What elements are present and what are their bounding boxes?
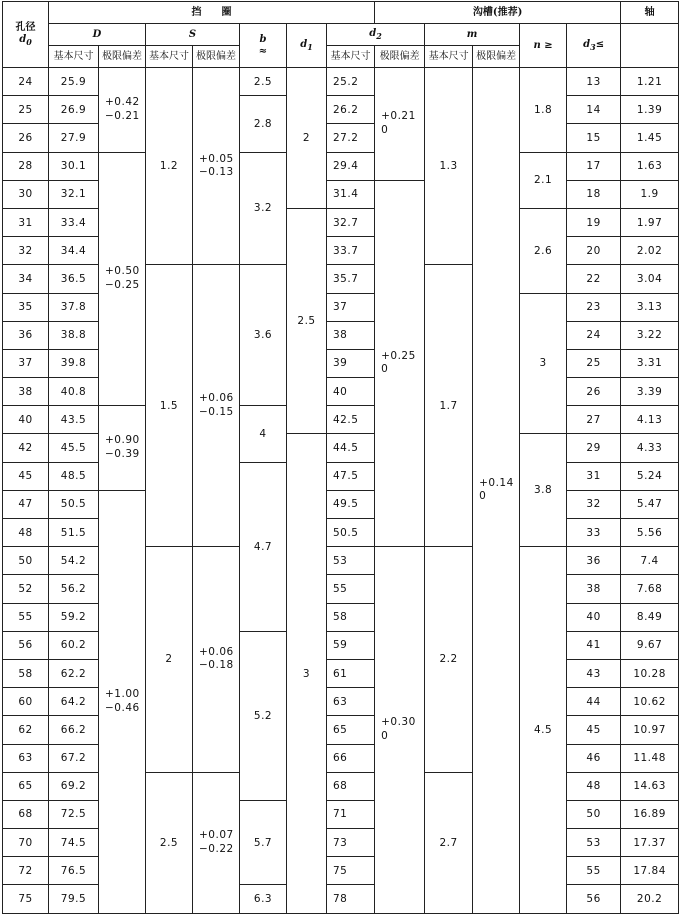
D-basic-cell: 54.2 [49,547,99,575]
bore-cell: 52 [3,575,49,603]
retaining-ring-header: 挡 圈 [49,2,375,24]
D-tolerance-cell: +0.50 −0.25 [99,152,146,406]
b-cell: 3.6 [240,265,287,406]
mass-cell: 1.21 [621,68,679,96]
table-row [3,152,679,180]
mass-cell: 3.39 [621,378,679,406]
mass-cell: 17.84 [621,857,679,885]
d1-cell: 3 [287,434,327,913]
d2-basic-cell: 26.2 [327,96,375,124]
d1-header: $d_1$ [287,24,327,68]
bore-cell: 72 [3,857,49,885]
D-basic-cell: 79.5 [49,885,99,913]
d2-basic-cell: 42.5 [327,406,375,434]
bore-header: 孔径 $d_0$ [3,2,49,68]
mass-cell: 10.28 [621,659,679,687]
d3-cell: 32 [567,490,621,518]
b-cell: 4 [240,406,287,462]
S-basic-header: 基本尺寸 [146,46,193,68]
d3-header: $d_3\le$ [567,24,621,68]
d3-cell: 19 [567,208,621,236]
bore-cell: 42 [3,434,49,462]
m-tolerance-header: 极限偏差 [473,46,520,68]
d2-tolerance-header: 极限偏差 [375,46,425,68]
mass-cell: 1.97 [621,208,679,236]
d3-cell: 20 [567,237,621,265]
d2-basic-cell: 40 [327,378,375,406]
d2-basic-cell: 50.5 [327,519,375,547]
d2-basic-cell: 71 [327,800,375,828]
d2-basic-cell: 39 [327,349,375,377]
mass-cell: 9.67 [621,631,679,659]
mass-cell: 16.89 [621,800,679,828]
groove-header: 沟槽(推荐) [375,2,621,24]
S-tolerance-cell: +0.06 −0.18 [193,547,240,773]
retaining-ring-spec-table [2,1,679,914]
d2-basic-cell: 27.2 [327,124,375,152]
bore-cell: 50 [3,547,49,575]
bore-cell: 37 [3,349,49,377]
bore-cell: 24 [3,68,49,96]
bore-cell: 40 [3,406,49,434]
d3-cell: 25 [567,349,621,377]
d3-cell: 36 [567,547,621,575]
D-header: D [49,24,146,46]
d3-cell: 40 [567,603,621,631]
mass-cell: 20.2 [621,885,679,913]
d2-basic-cell: 31.4 [327,180,375,208]
mass-cell: 5.47 [621,490,679,518]
d2-basic-cell: 63 [327,688,375,716]
bore-cell: 55 [3,603,49,631]
mass-cell: 5.56 [621,519,679,547]
D-basic-header: 基本尺寸 [49,46,99,68]
d2-basic-cell: 58 [327,603,375,631]
d3-cell: 38 [567,575,621,603]
mass-cell: 1.45 [621,124,679,152]
mass-cell: 1.9 [621,180,679,208]
S-basic-cell: 1.2 [146,68,193,265]
mass-cell: 11.48 [621,744,679,772]
D-basic-cell: 43.5 [49,406,99,434]
table-row [3,68,679,96]
mass-cell: 5.24 [621,462,679,490]
m-basic-cell: 1.7 [425,265,473,547]
D-basic-cell: 59.2 [49,603,99,631]
spec-table-body [3,68,679,914]
mass-cell: 7.4 [621,547,679,575]
D-basic-cell: 40.8 [49,378,99,406]
d3-cell: 15 [567,124,621,152]
b-cell: 2.8 [240,96,287,152]
D-basic-cell: 27.9 [49,124,99,152]
d2-basic-cell: 44.5 [327,434,375,462]
D-basic-cell: 26.9 [49,96,99,124]
n-header: n ≥ [520,24,567,68]
D-basic-cell: 25.9 [49,68,99,96]
d2-tolerance-cell: +0.25 0 [375,180,425,546]
bore-cell: 32 [3,237,49,265]
D-tolerance-cell: +0.42 −0.21 [99,68,146,153]
table-row [3,490,679,518]
d2-tolerance-cell: +0.21 0 [375,68,425,181]
m-tolerance-cell: +0.14 0 [473,68,520,914]
b-cell: 3.2 [240,152,287,265]
mass-cell: 14.63 [621,772,679,800]
d3-cell: 44 [567,688,621,716]
d2-basic-cell: 61 [327,659,375,687]
bore-cell: 28 [3,152,49,180]
bore-cell: 26 [3,124,49,152]
bore-cell: 62 [3,716,49,744]
d3-cell: 26 [567,378,621,406]
d2-basic-cell: 66 [327,744,375,772]
D-basic-cell: 51.5 [49,519,99,547]
D-basic-cell: 48.5 [49,462,99,490]
D-basic-cell: 32.1 [49,180,99,208]
bore-cell: 34 [3,265,49,293]
n-cell: 2.1 [520,152,567,208]
D-basic-cell: 34.4 [49,237,99,265]
d3-cell: 29 [567,434,621,462]
bore-cell: 35 [3,293,49,321]
D-basic-cell: 64.2 [49,688,99,716]
mass-cell: 3.13 [621,293,679,321]
d3-cell: 18 [567,180,621,208]
S-basic-cell: 2 [146,547,193,773]
n-cell: 2.6 [520,208,567,293]
S-basic-cell: 1.5 [146,265,193,547]
d3-cell: 22 [567,265,621,293]
D-basic-cell: 36.5 [49,265,99,293]
S-basic-cell: 2.5 [146,772,193,913]
d2-basic-cell: 78 [327,885,375,913]
mass-cell: 1.39 [621,96,679,124]
S-tolerance-cell: +0.05 −0.13 [193,68,240,265]
b-cell: 5.7 [240,800,287,885]
d2-basic-cell: 53 [327,547,375,575]
bore-cell: 31 [3,208,49,236]
mass-cell: 4.33 [621,434,679,462]
bore-cell: 25 [3,96,49,124]
d2-basic-cell: 29.4 [327,152,375,180]
d3-cell: 55 [567,857,621,885]
d3-cell: 31 [567,462,621,490]
d3-cell: 50 [567,800,621,828]
mass-cell: 10.62 [621,688,679,716]
mass-cell: 17.37 [621,829,679,857]
bore-cell: 48 [3,519,49,547]
bore-cell: 75 [3,885,49,913]
d2-basic-cell: 32.7 [327,208,375,236]
d3-cell: 23 [567,293,621,321]
mass-cell: 1.63 [621,152,679,180]
d3-cell: 56 [567,885,621,913]
d2-basic-cell: 68 [327,772,375,800]
bore-cell: 70 [3,829,49,857]
d3-cell: 43 [567,659,621,687]
b-cell: 2.5 [240,68,287,96]
n-cell: 4.5 [520,547,567,913]
D-basic-cell: 74.5 [49,829,99,857]
d2-basic-cell: 55 [327,575,375,603]
D-tolerance-cell: +0.90 −0.39 [99,406,146,491]
d2-basic-cell: 59 [327,631,375,659]
n-cell: 3.8 [520,434,567,547]
d2-basic-cell: 35.7 [327,265,375,293]
d2-tolerance-cell: +0.30 0 [375,547,425,913]
b-cell: 4.7 [240,462,287,631]
d3-cell: 27 [567,406,621,434]
d2-basic-cell: 73 [327,829,375,857]
D-basic-cell: 69.2 [49,772,99,800]
D-basic-cell: 50.5 [49,490,99,518]
mass-cell: 7.68 [621,575,679,603]
bore-cell: 68 [3,800,49,828]
d2-header: $d_2$ [327,24,425,46]
S-tolerance-cell: +0.07 −0.22 [193,772,240,913]
D-tolerance-header: 极限偏差 [99,46,146,68]
D-basic-cell: 45.5 [49,434,99,462]
D-basic-cell: 30.1 [49,152,99,180]
d3-cell: 45 [567,716,621,744]
D-basic-cell: 38.8 [49,321,99,349]
mass-cell: 3.22 [621,321,679,349]
d2-basic-cell: 75 [327,857,375,885]
bore-cell: 56 [3,631,49,659]
d3-cell: 53 [567,829,621,857]
b-cell: 5.2 [240,631,287,800]
d3-cell: 48 [567,772,621,800]
bore-cell: 65 [3,772,49,800]
mass-cell: 8.49 [621,603,679,631]
d2-basic-header: 基本尺寸 [327,46,375,68]
d3-cell: 33 [567,519,621,547]
D-basic-cell: 66.2 [49,716,99,744]
D-basic-cell: 37.8 [49,293,99,321]
bore-cell: 45 [3,462,49,490]
D-basic-cell: 60.2 [49,631,99,659]
d2-basic-cell: 37 [327,293,375,321]
S-tolerance-cell: +0.06 −0.15 [193,265,240,547]
d2-basic-cell: 65 [327,716,375,744]
b-header: b ≈ [240,24,287,68]
m-basic-cell: 2.7 [425,772,473,913]
b-cell: 6.3 [240,885,287,913]
d3-cell: 17 [567,152,621,180]
d1-cell: 2.5 [287,208,327,434]
bore-cell: 38 [3,378,49,406]
d3-cell: 13 [567,68,621,96]
d2-basic-cell: 49.5 [327,490,375,518]
m-basic-cell: 2.2 [425,547,473,773]
d3-cell: 24 [567,321,621,349]
D-basic-cell: 72.5 [49,800,99,828]
m-basic-header: 基本尺寸 [425,46,473,68]
d2-basic-cell: 33.7 [327,237,375,265]
shaft-header: 轴 [621,2,679,24]
bore-cell: 58 [3,659,49,687]
n-cell: 3 [520,293,567,434]
bore-cell: 36 [3,321,49,349]
bore-cell: 30 [3,180,49,208]
m-basic-cell: 1.3 [425,68,473,265]
D-basic-cell: 33.4 [49,208,99,236]
mass-cell: 10.97 [621,716,679,744]
table-row [3,406,679,434]
D-tolerance-cell: +1.00 −0.46 [99,490,146,913]
bore-cell: 60 [3,688,49,716]
D-basic-cell: 62.2 [49,659,99,687]
D-basic-cell: 56.2 [49,575,99,603]
d3-cell: 41 [567,631,621,659]
S-tolerance-header: 极限偏差 [193,46,240,68]
d3-cell: 46 [567,744,621,772]
d2-basic-cell: 25.2 [327,68,375,96]
mass-cell: 3.31 [621,349,679,377]
d3-cell: 14 [567,96,621,124]
mass-cell: 3.04 [621,265,679,293]
D-basic-cell: 67.2 [49,744,99,772]
mass-cell: 4.13 [621,406,679,434]
D-basic-cell: 76.5 [49,857,99,885]
bore-cell: 63 [3,744,49,772]
D-basic-cell: 39.8 [49,349,99,377]
n-cell: 1.8 [520,68,567,153]
d1-cell: 2 [287,68,327,209]
bore-cell: 47 [3,490,49,518]
m-header: m [425,24,520,46]
d2-basic-cell: 38 [327,321,375,349]
S-header: S [146,24,240,46]
d2-basic-cell: 47.5 [327,462,375,490]
mass-cell: 2.02 [621,237,679,265]
